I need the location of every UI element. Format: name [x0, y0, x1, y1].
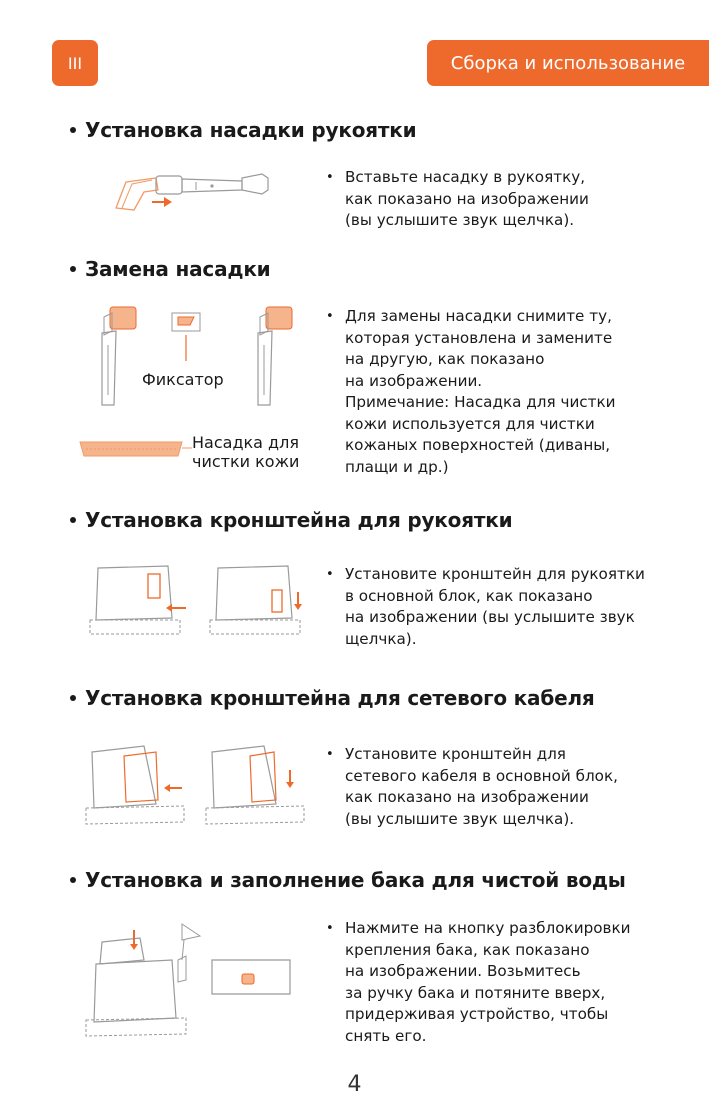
bullet-icon: • [326, 921, 334, 936]
bullet-icon: • [326, 309, 334, 324]
leather-nozzle-label: Насадка для чистки кожи [192, 433, 300, 471]
text-handle-bracket: • Установите кронштейн для рукоятки в основной блок, как показано на изображении (вы услышите звук щелчка). [326, 565, 645, 648]
bullet-icon [70, 266, 76, 272]
leather-nozzle-illustration [76, 438, 186, 460]
water-tank-illustration [82, 920, 302, 1045]
text-nozzle-replace: • Для замены насадки снимите ту, которая установлена и замените на другую, как показано на изображении. Примечание: Насадка для чистки кожи используется для чистки кожаных поверхностей (диваны, плащи и др.) [326, 307, 616, 476]
chapter-badge: III [52, 40, 98, 86]
cable-bracket-illustration [84, 740, 314, 830]
bullet-icon: • [326, 747, 334, 762]
page-number: 4 [347, 1072, 362, 1097]
bullet-icon [70, 877, 76, 883]
bullet-icon: • [326, 567, 334, 582]
heading-cable-bracket: Установка кронштейна для сетевого кабеля [70, 686, 595, 710]
bullet-icon [70, 517, 76, 523]
nozzle-replace-illustration [90, 305, 310, 415]
section-tab: Сборка и использование [427, 40, 709, 86]
text-water-tank: • Нажмите на кнопку разблокировки крепления бака, как показано на изображении. Возьмитесь за ручку бака и потяните вверх, придерживая устройство, чтобы снять его. [326, 919, 631, 1045]
handle-nozzle-illustration [112, 168, 272, 218]
heading-nozzle-replace: Замена насадки [70, 257, 271, 281]
heading-nozzle-install: Установка насадки рукоятки [70, 118, 416, 142]
bullet-icon: • [326, 170, 334, 185]
handle-bracket-illustration [86, 560, 316, 645]
bullet-icon [70, 695, 76, 701]
latch-label: Фиксатор [142, 370, 224, 389]
heading-water-tank: Установка и заполнение бака для чистой воды [70, 868, 626, 892]
bullet-icon [70, 127, 76, 133]
text-cable-bracket: • Установите кронштейн для сетевого кабеля в основной блок, как показано на изображении (вы услышите звук щелчка). [326, 745, 618, 828]
arrow-icon [164, 197, 172, 207]
heading-handle-bracket: Установка кронштейна для рукоятки [70, 508, 512, 532]
text-nozzle-install: • Вставьте насадку в рукоятку, как показано на изображении (вы услышите звук щелчка). [326, 168, 589, 229]
